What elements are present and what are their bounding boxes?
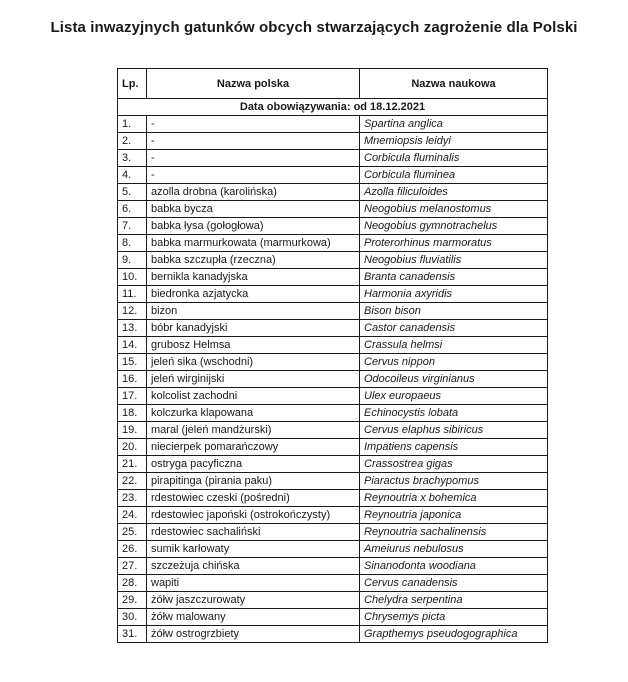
polish-name-cell: żółw ostrogrzbiety: [147, 626, 360, 643]
table-row: [118, 609, 548, 626]
row-number-cell: 17.: [118, 388, 147, 405]
polish-name-cell: sumik karłowaty: [147, 541, 360, 558]
row-number-cell: 13.: [118, 320, 147, 337]
scientific-name-cell: Branta canadensis: [360, 269, 548, 286]
scientific-name-cell: Crassula helmsi: [360, 337, 548, 354]
table-row: [118, 235, 548, 252]
polish-name-cell: bóbr kanadyjski: [147, 320, 360, 337]
scientific-name-cell: Cervus canadensis: [360, 575, 548, 592]
polish-name-cell: wapiti: [147, 575, 360, 592]
polish-name-cell: grubosz Helmsa: [147, 337, 360, 354]
row-number-cell: 6.: [118, 201, 147, 218]
table-row: [118, 201, 548, 218]
header-row: [118, 69, 548, 99]
row-number-cell: 5.: [118, 184, 147, 201]
scientific-name-cell: Cervus elaphus sibiricus: [360, 422, 548, 439]
species-table-body: [118, 116, 548, 643]
table-row: [118, 167, 548, 184]
row-number-cell: 4.: [118, 167, 147, 184]
row-number-cell: 18.: [118, 405, 147, 422]
polish-name-cell: jeleń sika (wschodni): [147, 354, 360, 371]
row-number-cell: 24.: [118, 507, 147, 524]
row-number-cell: 27.: [118, 558, 147, 575]
table-row: [118, 184, 548, 201]
species-table: [117, 68, 548, 643]
polish-name-cell: jeleń wirginijski: [147, 371, 360, 388]
column-header-scientific-name: Nazwa naukowa: [360, 69, 548, 99]
polish-name-cell: -: [147, 167, 360, 184]
scientific-name-cell: Cervus nippon: [360, 354, 548, 371]
row-number-cell: 11.: [118, 286, 147, 303]
validity-date-label: Data obowiązywania: od 18.12.2021: [118, 99, 548, 116]
row-number-cell: 22.: [118, 473, 147, 490]
scientific-name-cell: Reynoutria japonica: [360, 507, 548, 524]
table-row: [118, 541, 548, 558]
scientific-name-cell: Neogobius gymnotrachelus: [360, 218, 548, 235]
polish-name-cell: babka łysa (gołogłowa): [147, 218, 360, 235]
polish-name-cell: rdestowiec japoński (ostrokończysty): [147, 507, 360, 524]
scientific-name-cell: Corbicula fluminea: [360, 167, 548, 184]
table-row: [118, 252, 548, 269]
table-row: [118, 592, 548, 609]
table-row: [118, 218, 548, 235]
table-row: [118, 524, 548, 541]
row-number-cell: 14.: [118, 337, 147, 354]
row-number-cell: 2.: [118, 133, 147, 150]
row-number-cell: 28.: [118, 575, 147, 592]
table-row: [118, 575, 548, 592]
row-number-cell: 10.: [118, 269, 147, 286]
polish-name-cell: azolla drobna (karolińska): [147, 184, 360, 201]
row-number-cell: 19.: [118, 422, 147, 439]
polish-name-cell: bernikla kanadyjska: [147, 269, 360, 286]
polish-name-cell: maral (jeleń mandżurski): [147, 422, 360, 439]
polish-name-cell: ostryga pacyficzna: [147, 456, 360, 473]
column-header-polish-name: Nazwa polska: [147, 69, 360, 99]
scientific-name-cell: Neogobius melanostomus: [360, 201, 548, 218]
polish-name-cell: -: [147, 116, 360, 133]
row-number-cell: 25.: [118, 524, 147, 541]
row-number-cell: 1.: [118, 116, 147, 133]
scientific-name-cell: Echinocystis lobata: [360, 405, 548, 422]
scientific-name-cell: Ameiurus nebulosus: [360, 541, 548, 558]
scientific-name-cell: Bison bison: [360, 303, 548, 320]
row-number-cell: 12.: [118, 303, 147, 320]
scientific-name-cell: Castor canadensis: [360, 320, 548, 337]
polish-name-cell: szczeżuja chińska: [147, 558, 360, 575]
table-row: [118, 422, 548, 439]
row-number-cell: 30.: [118, 609, 147, 626]
polish-name-cell: bizon: [147, 303, 360, 320]
page-title: Lista inwazyjnych gatunków obcych stwarzających zagrożenie dla Polski: [50, 19, 578, 36]
scientific-name-cell: Mnemiopsis leidyi: [360, 133, 548, 150]
row-number-cell: 31.: [118, 626, 147, 643]
table-row: [118, 303, 548, 320]
scientific-name-cell: Odocoileus virginianus: [360, 371, 548, 388]
polish-name-cell: żółw malowany: [147, 609, 360, 626]
row-number-cell: 26.: [118, 541, 147, 558]
row-number-cell: 29.: [118, 592, 147, 609]
scientific-name-cell: Grapthemys pseudogographica: [360, 626, 548, 643]
table-row: [118, 337, 548, 354]
scientific-name-cell: Harmonia axyridis: [360, 286, 548, 303]
table-row: [118, 456, 548, 473]
polish-name-cell: babka szczupła (rzeczna): [147, 252, 360, 269]
table-row: [118, 388, 548, 405]
table-row: [118, 286, 548, 303]
table-row: [118, 490, 548, 507]
row-number-cell: 20.: [118, 439, 147, 456]
scientific-name-cell: Neogobius fluviatilis: [360, 252, 548, 269]
table-row: [118, 133, 548, 150]
polish-name-cell: -: [147, 150, 360, 167]
scientific-name-cell: Reynoutria x bohemica: [360, 490, 548, 507]
table-row: [118, 439, 548, 456]
row-number-cell: 3.: [118, 150, 147, 167]
row-number-cell: 23.: [118, 490, 147, 507]
polish-name-cell: kolcolist zachodni: [147, 388, 360, 405]
polish-name-cell: kolczurka klapowana: [147, 405, 360, 422]
row-number-cell: 21.: [118, 456, 147, 473]
polish-name-cell: biedronka azjatycka: [147, 286, 360, 303]
validity-row: [118, 99, 548, 116]
table-row: [118, 558, 548, 575]
polish-name-cell: babka marmurkowata (marmurkowa): [147, 235, 360, 252]
scientific-name-cell: Impatiens capensis: [360, 439, 548, 456]
row-number-cell: 16.: [118, 371, 147, 388]
table-row: [118, 473, 548, 490]
scientific-name-cell: Crassostrea gigas: [360, 456, 548, 473]
polish-name-cell: -: [147, 133, 360, 150]
table-row: [118, 320, 548, 337]
row-number-cell: 7.: [118, 218, 147, 235]
column-header-lp: Lp.: [118, 69, 147, 99]
scientific-name-cell: Ulex europaeus: [360, 388, 548, 405]
table-row: [118, 269, 548, 286]
scientific-name-cell: Reynoutria sachalinensis: [360, 524, 548, 541]
polish-name-cell: pirapitinga (pirania paku): [147, 473, 360, 490]
scientific-name-cell: Piaractus brachypomus: [360, 473, 548, 490]
table-row: [118, 507, 548, 524]
table-row: [118, 626, 548, 643]
table-row: [118, 354, 548, 371]
polish-name-cell: rdestowiec czeski (pośredni): [147, 490, 360, 507]
polish-name-cell: rdestowiec sachaliński: [147, 524, 360, 541]
scientific-name-cell: Proterorhinus marmoratus: [360, 235, 548, 252]
scientific-name-cell: Chrysemys picta: [360, 609, 548, 626]
table-row: [118, 116, 548, 133]
polish-name-cell: niecierpek pomarańczowy: [147, 439, 360, 456]
scientific-name-cell: Corbicula fluminalis: [360, 150, 548, 167]
scientific-name-cell: Spartina anglica: [360, 116, 548, 133]
scientific-name-cell: Sinanodonta woodiana: [360, 558, 548, 575]
row-number-cell: 15.: [118, 354, 147, 371]
polish-name-cell: babka bycza: [147, 201, 360, 218]
row-number-cell: 8.: [118, 235, 147, 252]
table-row: [118, 150, 548, 167]
scientific-name-cell: Chelydra serpentina: [360, 592, 548, 609]
table-row: [118, 405, 548, 422]
row-number-cell: 9.: [118, 252, 147, 269]
polish-name-cell: żółw jaszczurowaty: [147, 592, 360, 609]
table-row: [118, 371, 548, 388]
scientific-name-cell: Azolla filiculoides: [360, 184, 548, 201]
